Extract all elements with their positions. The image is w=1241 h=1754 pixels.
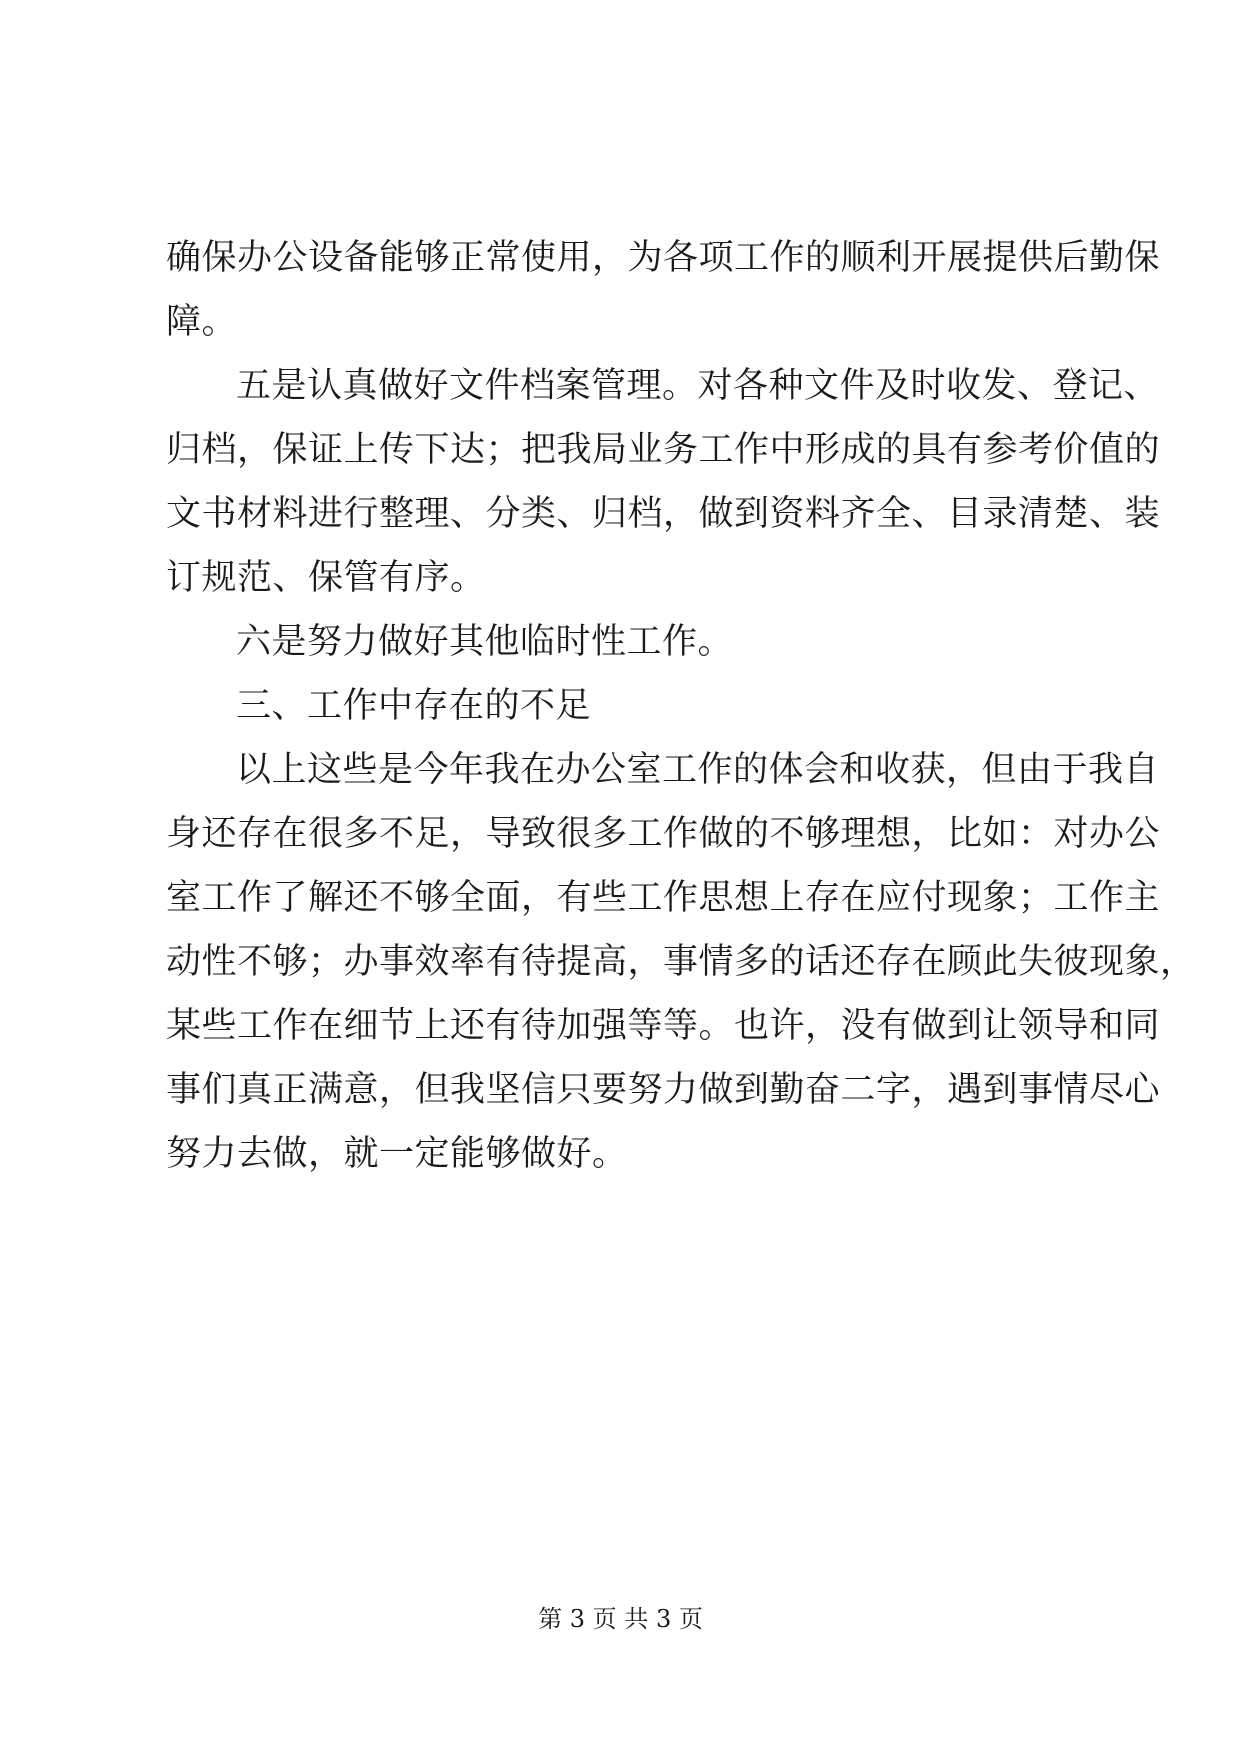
text-line: 身还存在很多不足，导致很多工作做的不够理想，比如：对办公: [166, 814, 1161, 854]
text-line: 努力去做，就一定能够做好。: [166, 1134, 628, 1174]
text-line: 确保办公设备能够正常使用，为各项工作的顺利开展提供后勤保: [166, 238, 1161, 278]
paragraph-first-line: 五是认真做好文件档案管理。对各种文件及时收发、登记、: [236, 366, 1160, 406]
section-heading: 三、工作中存在的不足: [236, 686, 592, 726]
page-number-footer: 第 3 页 共 3 页: [538, 1605, 703, 1633]
paragraph-first-line: 六是努力做好其他临时性工作。: [236, 622, 734, 662]
text-line: 事们真正满意，但我坚信只要努力做到勤奋二字，遇到事情尽心: [166, 1070, 1161, 1110]
text-line: 归档，保证上传下达；把我局业务工作中形成的具有参考价值的: [166, 430, 1161, 470]
document-body: [166, 226, 1196, 1186]
text-line: 动性不够；办事效率有待提高，事情多的话还存在顾此失彼现象，: [166, 942, 1196, 982]
paragraph-first-line: 以上这些是今年我在办公室工作的体会和收获，但由于我自: [236, 750, 1160, 790]
text-line: 某些工作在细节上还有待加强等等。也许，没有做到让领导和同: [166, 1006, 1161, 1046]
text-line: 室工作了解还不够全面，有些工作思想上存在应付现象；工作主: [166, 878, 1161, 918]
text-line: 订规范、保管有序。: [166, 558, 486, 598]
text-line: 文书材料进行整理、分类、归档，做到资料齐全、目录清楚、装: [166, 494, 1161, 534]
text-line: 障。: [166, 302, 238, 342]
